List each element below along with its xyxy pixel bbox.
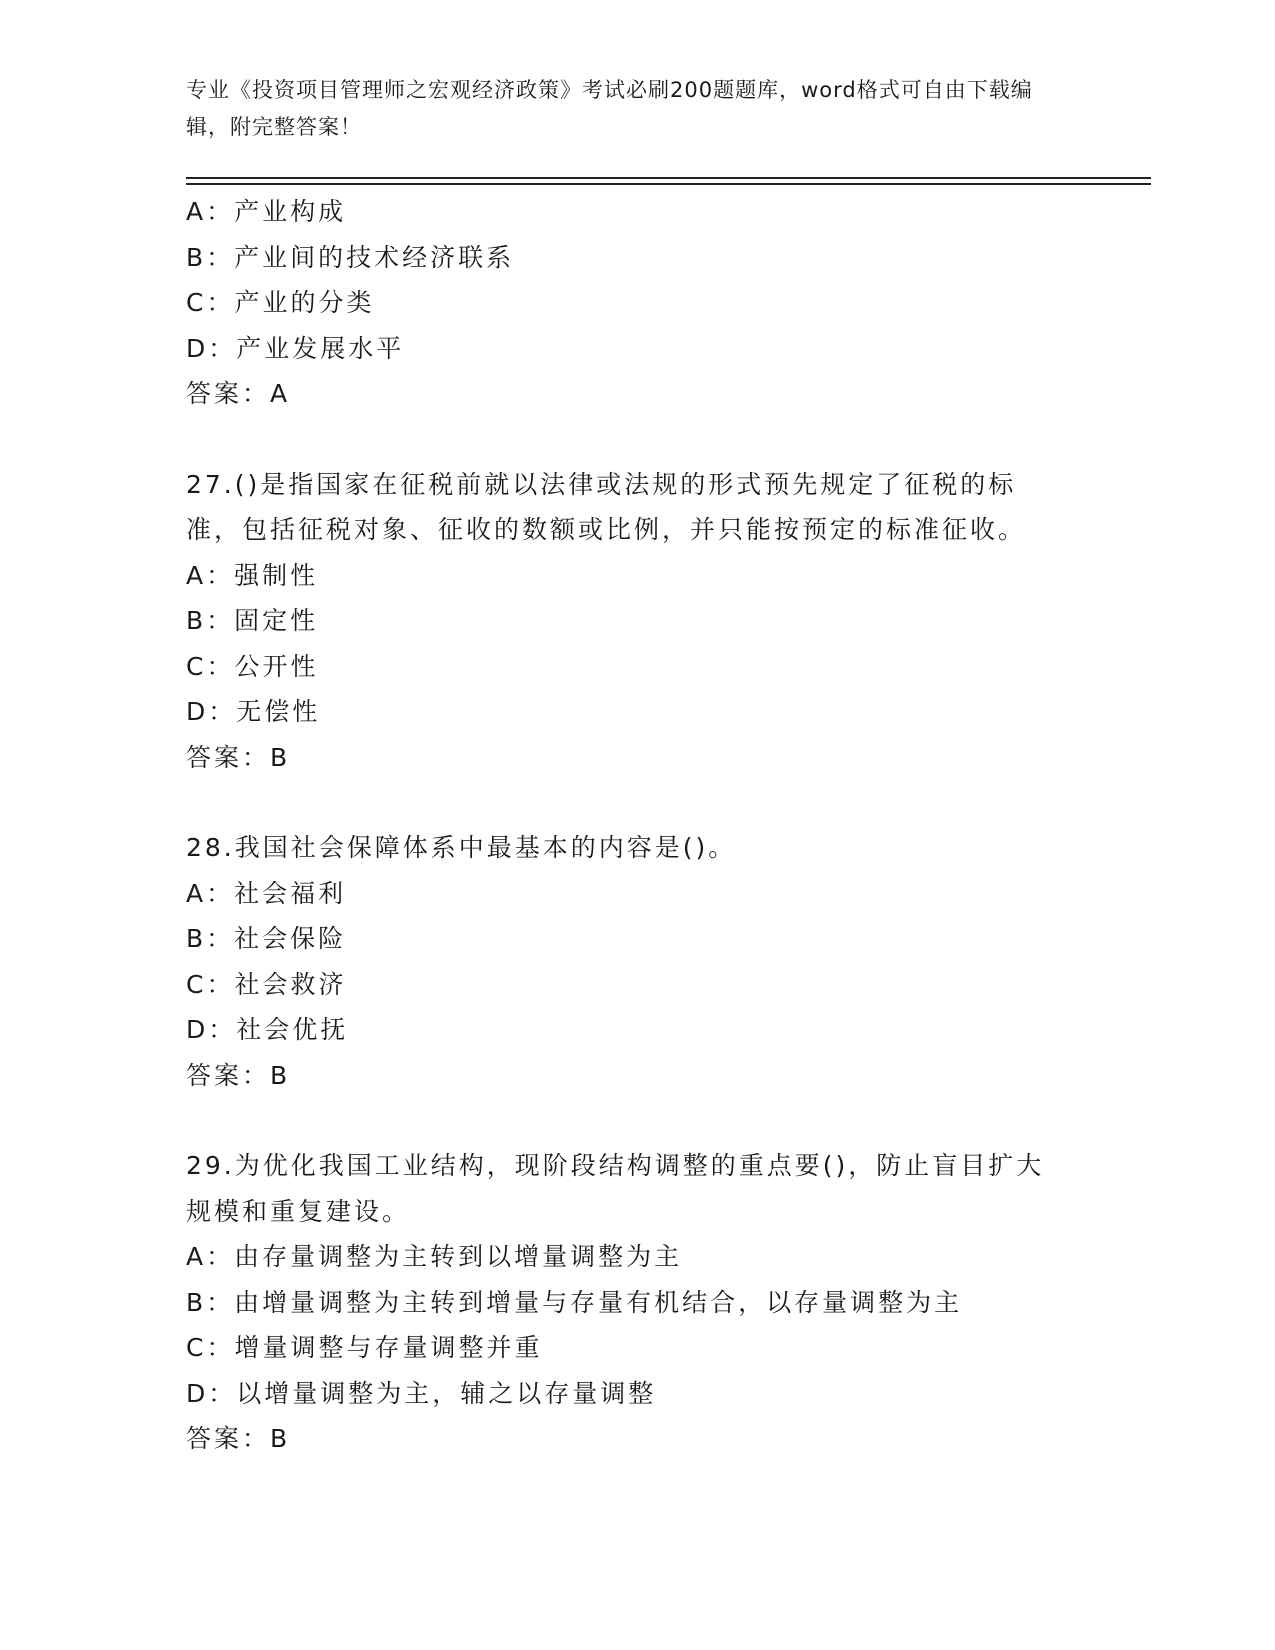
answer-line: 答案：B — [186, 742, 291, 772]
question-block-27 — [186, 462, 1086, 781]
document-header: 专业《投资项目管理师之宏观经济政策》考试必刷200题题库，word格式可自由下载编辑，附完整答案！ — [186, 78, 1033, 139]
question-block-26 — [186, 189, 1086, 417]
option-c: C：公开性 — [186, 651, 319, 681]
option-d: D：无偿性 — [186, 697, 321, 726]
option-b: B：固定性 — [186, 606, 319, 635]
option-a: A：强制性 — [186, 560, 319, 590]
block-spacer — [186, 1098, 1086, 1143]
question-stem: 27.()是指国家在征税前就以法律或法规的形式预先规定了征税的标准，包括征税对象、征收的数额或比例，并只能按预定的标准征收。 — [186, 469, 1027, 544]
option-a: A：由存量调整为主转到以增量调整为主 — [186, 1242, 683, 1271]
block-spacer — [186, 417, 1086, 462]
option-c: C：社会救济 — [186, 969, 347, 999]
option-c: C：增量调整与存量调整并重 — [186, 1333, 543, 1362]
option-a: A：产业构成 — [186, 197, 347, 226]
block-spacer — [186, 780, 1086, 825]
question-list — [186, 189, 1086, 1462]
option-c: C：产业的分类 — [186, 288, 375, 317]
answer-line: 答案：B — [186, 1424, 291, 1453]
question-block-29 — [186, 1143, 1086, 1462]
option-d: D：社会优抚 — [186, 1015, 349, 1044]
question-stem: 28.我国社会保障体系中最基本的内容是()。 — [186, 833, 737, 862]
option-b: B：社会保险 — [186, 924, 347, 953]
answer-line: 答案：B — [186, 1060, 291, 1090]
answer-line: 答案：A — [186, 379, 291, 408]
question-block-28 — [186, 825, 1086, 1098]
header-divider-top — [186, 177, 1151, 179]
option-b: B：由增量调整为主转到增量与存量有机结合，以存量调整为主 — [186, 1287, 963, 1317]
option-b: B：产业间的技术经济联系 — [186, 242, 515, 272]
header-divider-bottom — [186, 183, 1151, 185]
question-stem: 29.为优化我国工业结构，现阶段结构调整的重点要()，防止盲目扩大规模和重复建设。 — [186, 1151, 1045, 1226]
option-a: A：社会福利 — [186, 878, 347, 908]
option-d: D：产业发展水平 — [186, 333, 405, 363]
option-d: D：以增量调整为主，辅之以存量调整 — [186, 1378, 657, 1408]
